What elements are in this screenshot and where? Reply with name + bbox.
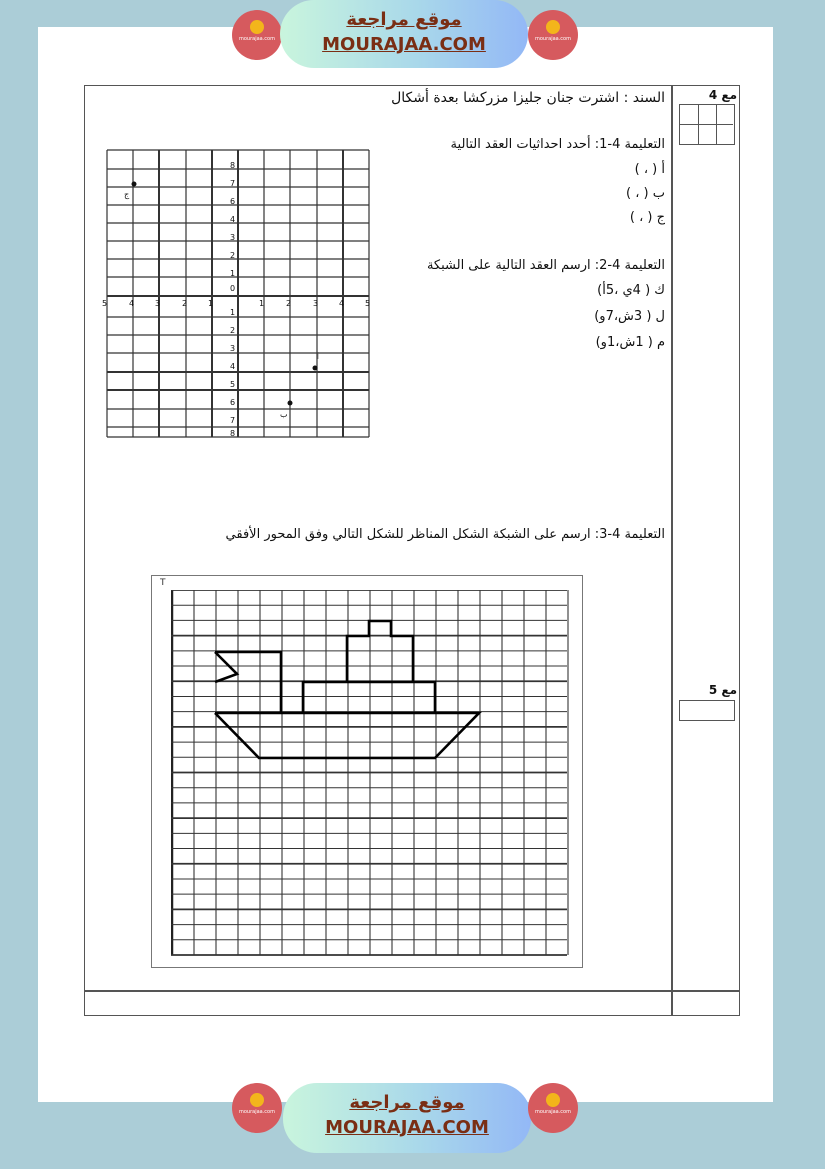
site-banner-bottom[interactable] xyxy=(283,1083,531,1153)
svg-text:5: 5 xyxy=(230,380,236,389)
q1-title: التعليمة 4-1: أحدد احداثيات العقد التالية xyxy=(450,137,665,152)
svg-text:ب: ب xyxy=(280,410,288,419)
svg-text:1: 1 xyxy=(208,299,214,308)
svg-text:4: 4 xyxy=(339,299,345,308)
criterion-4-score-grid[interactable] xyxy=(679,104,735,145)
context-text: السند : اشترت جنان جليزا مزركشا بعدة أشكال xyxy=(391,90,665,106)
svg-text:4: 4 xyxy=(129,299,135,308)
q3-title: التعليمة 4-3: ارسم على الشبكة الشكل المناظر للشكل التالي وفق المحور الأفقي xyxy=(225,527,665,542)
ship-shape xyxy=(215,621,479,758)
site-logo-right: mourajaa.com xyxy=(528,10,578,60)
site-logo-left: mourajaa.com xyxy=(232,10,282,60)
q2-item-m: م ( 1ش،1و) xyxy=(595,335,665,350)
site-banner-top[interactable] xyxy=(280,0,528,68)
svg-text:0: 0 xyxy=(230,284,236,293)
criterion-4-label: مع 4 xyxy=(708,88,737,102)
svg-text:3: 3 xyxy=(155,299,161,308)
svg-text:2: 2 xyxy=(230,251,236,260)
criterion-5-label: مع 5 xyxy=(708,683,737,697)
banner-arabic: موقع مراجعة xyxy=(349,1092,465,1113)
lightbulb-icon xyxy=(250,20,264,34)
q1-item-b: ب ( ، ) xyxy=(626,186,665,201)
svg-text:3: 3 xyxy=(230,233,236,242)
banner-latin: MOURAJAA.COM xyxy=(322,34,486,55)
svg-text:3: 3 xyxy=(313,299,319,308)
svg-text:4: 4 xyxy=(230,362,236,371)
q1-item-a: أ ( ، ) xyxy=(634,162,665,177)
corner-mark: T xyxy=(160,578,166,588)
svg-text:2: 2 xyxy=(286,299,292,308)
banner-latin: MOURAJAA.COM xyxy=(325,1117,489,1138)
svg-text:7: 7 xyxy=(230,416,236,425)
svg-text:أ: أ xyxy=(317,353,319,361)
svg-text:2: 2 xyxy=(230,326,236,335)
svg-text:1: 1 xyxy=(230,269,236,278)
svg-text:1: 1 xyxy=(230,308,236,317)
svg-text:8: 8 xyxy=(230,429,236,438)
criteria-column-divider xyxy=(671,85,673,1016)
svg-text:4: 4 xyxy=(230,215,236,224)
svg-text:3: 3 xyxy=(230,344,236,353)
svg-text:8: 8 xyxy=(230,161,236,170)
svg-text:5: 5 xyxy=(365,299,371,308)
svg-text:ج: ج xyxy=(124,190,130,199)
banner-arabic: موقع مراجعة xyxy=(346,9,462,30)
svg-text:1: 1 xyxy=(259,299,265,308)
footer-row-divider xyxy=(84,990,740,992)
q1-item-c: ج ( ، ) xyxy=(629,210,665,225)
q2-item-l: ل ( 3ش،7و) xyxy=(594,309,665,324)
q2-title: التعليمة 4-2: ارسم العقد التالية على الشبكة xyxy=(426,258,665,273)
lightbulb-icon xyxy=(546,1093,560,1107)
ship-drawing-grid[interactable] xyxy=(171,590,569,956)
lightbulb-icon xyxy=(546,20,560,34)
svg-text:7: 7 xyxy=(230,179,236,188)
lightbulb-icon xyxy=(250,1093,264,1107)
q2-item-k: ك ( 4ي ،5أ) xyxy=(597,283,665,298)
site-logo-left-footer: mourajaa.com xyxy=(232,1083,282,1133)
svg-text:6: 6 xyxy=(230,197,236,206)
svg-text:6: 6 xyxy=(230,398,236,407)
svg-text:2: 2 xyxy=(182,299,188,308)
svg-text:5: 5 xyxy=(102,299,108,308)
criterion-5-score-box[interactable] xyxy=(679,700,735,721)
site-logo-right-footer: mourajaa.com xyxy=(528,1083,578,1133)
coordinate-grid[interactable] xyxy=(100,145,380,445)
